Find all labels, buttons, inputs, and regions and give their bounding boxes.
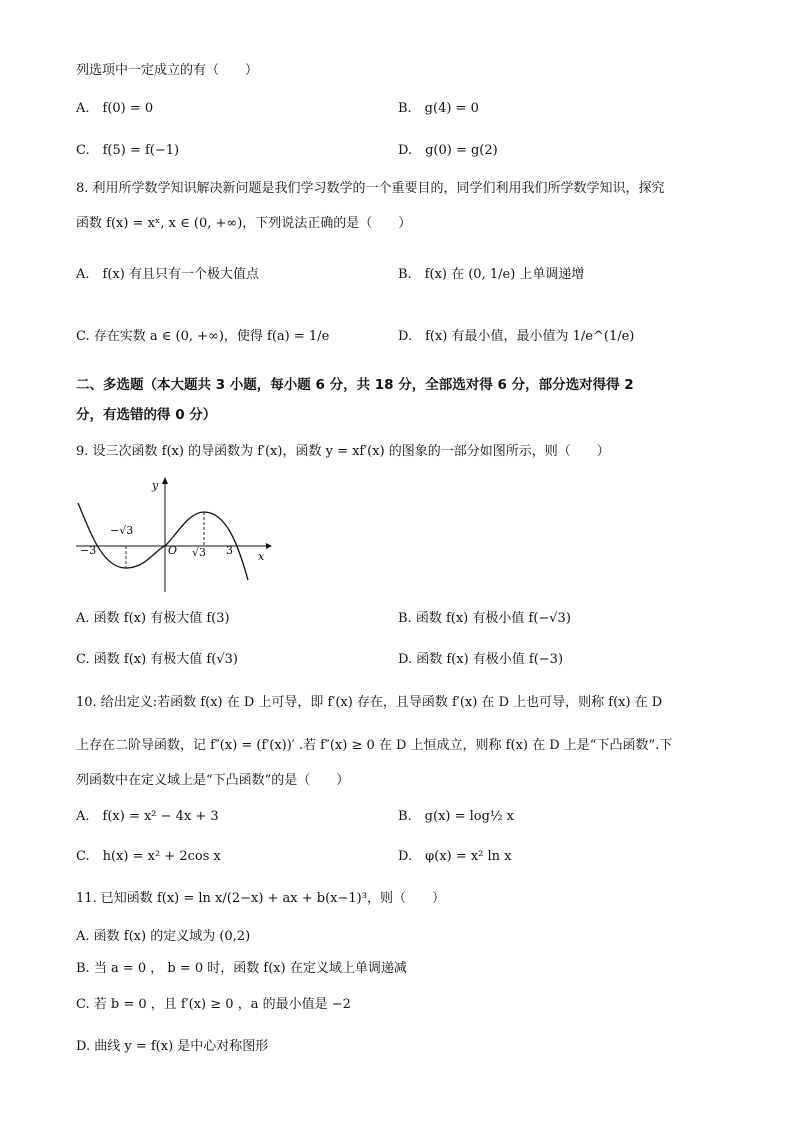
- q9-option-c: C. 函数 f(x) 有极大值 f(√3): [76, 652, 238, 667]
- section-2-heading-line1: 二、多选题（本大题共 3 小题，每小题 6 分，共 18 分，全部选对得 6 分，部分选对得得 2: [76, 377, 634, 393]
- question-7-stem-tail: 列选项中一定成立的有（ ）: [76, 63, 259, 78]
- q8-option-b: B. f(x) 在 (0, 1/e) 上单调递增: [398, 267, 585, 282]
- q9-option-b: B. 函数 f(x) 有极小值 f(−√3): [398, 611, 571, 626]
- q8-option-a: A. f(x) 有且只有一个极大值点: [76, 267, 259, 282]
- tick-label-sqrt3: √3: [192, 546, 207, 559]
- section-2-heading-line2: 分，有选错的得 0 分）: [76, 407, 217, 423]
- curve-y-xfprime: [78, 503, 248, 580]
- q10-option-a: A. f(x) = x² − 4x + 3: [76, 809, 219, 824]
- origin-label: O: [168, 544, 178, 557]
- q11-option-b: B. 当 a = 0 ， b = 0 时，函数 f(x) 在定义域上单调递减: [76, 961, 407, 976]
- q10-option-d: D. φ(x) = x² ln x: [398, 849, 512, 864]
- q10-option-b: B. g(x) = log½ x: [398, 809, 515, 824]
- q8-stem-line2: 函数 f(x) = xˣ, x ∈ (0, +∞)，下列说法正确的是（ ）: [76, 216, 412, 231]
- q11-stem: 11. 已知函数 f(x) = ln x/(2−x) + ax + b(x−1)³，则（ ）: [76, 891, 445, 906]
- q10-stem-line1: 10. 给出定义:若函数 f(x) 在 D 上可导，即 f′(x) 存在，且导函数 f′(x) 在 D 上也可导，则称 f(x) 在 D: [76, 695, 663, 710]
- q9-function-graph: [76, 476, 272, 592]
- q10-stem-line3: 列函数中在定义域上是“下凸函数”的是（ ）: [76, 773, 350, 788]
- q8-stem-line1: 8. 利用所学数学知识解决新问题是我们学习数学的一个重要目的，同学们利用我们所学数学知识，探究: [76, 181, 665, 196]
- tick-label-neg-sqrt3: −√3: [110, 524, 134, 537]
- q8-option-d: D. f(x) 有最小值，最小值为 1/e^(1/e): [398, 329, 635, 344]
- q7-option-d: D. g(0) = g(2): [398, 143, 498, 158]
- q11-option-d: D. 曲线 y = f(x) 是中心对称图形: [76, 1039, 269, 1054]
- y-axis-arrow: [162, 477, 168, 484]
- q9-stem: 9. 设三次函数 f(x) 的导函数为 f′(x)，函数 y = xf′(x) 的图象的一部分如图所示，则（ ）: [76, 444, 610, 459]
- q9-option-a: A. 函数 f(x) 有极大值 f(3): [76, 611, 230, 626]
- q9-option-d: D. 函数 f(x) 有极小值 f(−3): [398, 652, 564, 667]
- q7-option-b: B. g(4) = 0: [398, 101, 479, 116]
- q11-option-c: C. 若 b = 0 ，且 f′(x) ≥ 0 ，a 的最小值是 −2: [76, 997, 351, 1012]
- q7-option-c: C. f(5) = f(−1): [76, 143, 180, 158]
- x-axis-arrow: [266, 543, 272, 549]
- q10-option-c: C. h(x) = x² + 2cos x: [76, 849, 221, 864]
- q10-stem-line2: 上存在二阶导函数，记 f″(x) = (f′(x))′ .若 f″(x) ≥ 0 在 D 上恒成立，则称 f(x) 在 D 上是“下凸函数”.下: [76, 738, 673, 753]
- q7-option-a: A. f(0) = 0: [76, 101, 154, 116]
- tick-label-neg3: −3: [80, 544, 97, 557]
- q11-option-a: A. 函数 f(x) 的定义域为 (0,2): [76, 929, 251, 944]
- q8-option-c: C. 存在实数 a ∈ (0, +∞)，使得 f(a) = 1/e: [76, 329, 330, 344]
- x-axis-label: x: [258, 550, 265, 563]
- tick-label-3: 3: [226, 544, 233, 557]
- y-axis-label: y: [152, 479, 159, 492]
